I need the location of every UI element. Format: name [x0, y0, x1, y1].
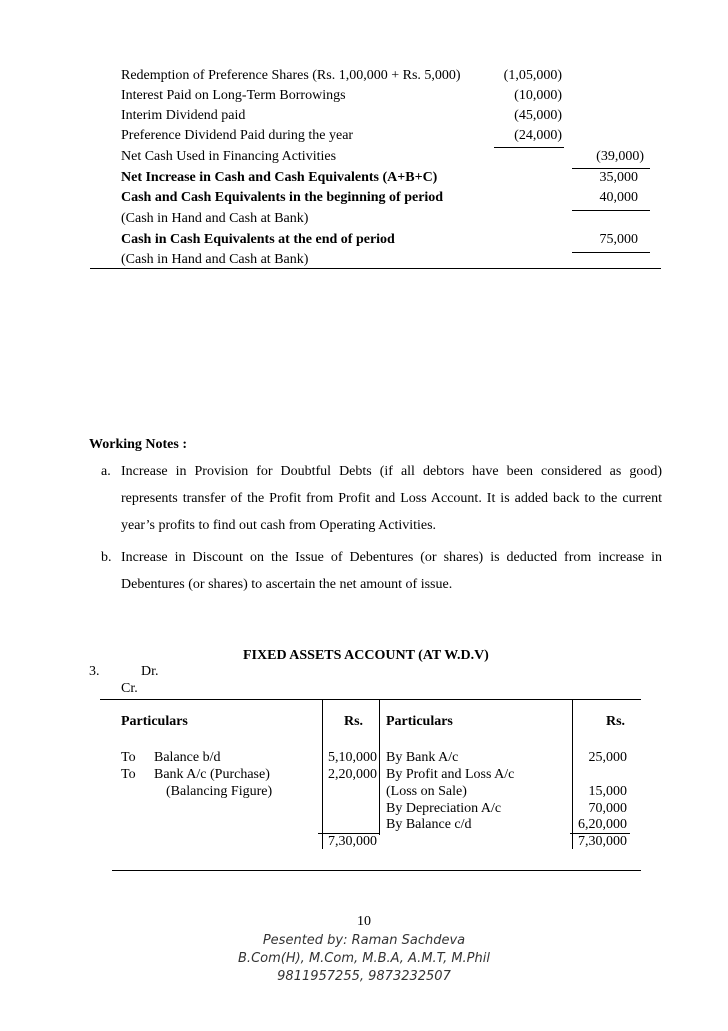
ledger-header-rs-right: Rs. [606, 714, 626, 729]
working-notes-heading: Working Notes : [89, 437, 187, 452]
debit-row-3-text: (Balancing Figure) [166, 784, 273, 799]
ledger-header-particulars-left: Particulars [121, 714, 188, 729]
cf-subtotal-rule [494, 147, 564, 148]
debit-row-1-amount: 5,10,000 [328, 750, 377, 765]
footer-line-2: B.Com(H), M.Com, M.B.A, A.M.T, M.Phil [238, 951, 490, 966]
note-a-letter: a. [101, 464, 111, 479]
cf-row-9-label: Cash in Cash Equivalents at the end of period [121, 232, 395, 247]
ledger-total-left: 7,30,000 [328, 834, 377, 849]
ledger-top-rule [100, 699, 641, 700]
credit-row-4-text: By Depreciation A/c [386, 801, 502, 816]
credit-row-1-amount: 25,000 [588, 750, 627, 765]
ledger-header-particulars-right: Particulars [386, 714, 453, 729]
cf-row-5-label: Net Cash Used in Financing Activities [121, 149, 337, 164]
footer-line-3: 9811957255, 9873232507 [277, 969, 451, 984]
ledger-total-right: 7,30,000 [578, 834, 627, 849]
note-a-text: Increase in Provision for Doubtful Debts (if all debtors have been considered as good) represents transfer of the Profit from Profit and Loss Account. It is added back to the current year’s profits to find out cash from Operating Activities. [121, 464, 662, 533]
ledger-title: FIXED ASSETS ACCOUNT (AT W.D.V) [243, 648, 489, 663]
cf-row-1-label: Redemption of Preference Shares (Rs. 1,00,000 + Rs. 5,000) [121, 68, 461, 83]
ledger-dr: Dr. [141, 664, 159, 679]
credit-row-1-text: By Bank A/c [386, 750, 459, 765]
cf-row-6-outer: 35,000 [599, 170, 638, 185]
debit-row-2-text: Bank A/c (Purchase) [154, 767, 270, 782]
cf-row-3-label: Interim Dividend paid [121, 108, 246, 123]
cf-row-1-inner: (1,05,000) [503, 68, 562, 83]
credit-row-4-amount: 70,000 [588, 801, 627, 816]
ledger-header-rs-left: Rs. [344, 714, 364, 729]
cf-financing-rule [572, 168, 650, 169]
cf-row-6-label: Net Increase in Cash and Cash Equivalents (A+B+C) [121, 170, 438, 185]
cf-row-7-label: Cash and Cash Equivalents in the beginning of period [121, 190, 444, 205]
ledger-number: 3. [89, 664, 100, 679]
cf-row-10-label: (Cash in Hand and Cash at Bank) [121, 252, 309, 267]
cf-row-4-inner: (24,000) [514, 128, 562, 143]
debit-row-2-amount: 2,20,000 [328, 767, 377, 782]
note-b-text: Increase in Discount on the Issue of Debentures (or shares) is deducted from increase in Debentures (or shares) to ascertain the net amount of issue. [121, 550, 662, 592]
credit-row-5-amount: 6,20,000 [578, 817, 627, 832]
credit-row-3-text: (Loss on Sale) [386, 784, 467, 799]
cf-bottom-rule [90, 268, 661, 269]
page-number: 10 [357, 914, 371, 929]
ledger-divider-2 [379, 699, 380, 835]
cf-row-7-outer: 40,000 [599, 190, 638, 205]
cf-row-5-outer: (39,000) [596, 149, 644, 164]
cf-row-9-outer: 75,000 [599, 232, 638, 247]
credit-row-3-amount: 15,000 [588, 784, 627, 799]
debit-row-1-text: Balance b/d [154, 750, 221, 765]
debit-row-1-prefix: To [121, 750, 136, 765]
ledger-cr: Cr. [121, 681, 138, 696]
credit-row-2-text: By Profit and Loss A/c [386, 767, 515, 782]
cf-row-8-label: (Cash in Hand and Cash at Bank) [121, 211, 309, 226]
cf-opening-rule [572, 210, 650, 211]
cf-row-4-label: Preference Dividend Paid during the year [121, 128, 354, 143]
cf-row-2-inner: (10,000) [514, 88, 562, 103]
ledger-bottom-rule [112, 870, 641, 871]
note-b-letter: b. [101, 550, 112, 565]
cf-closing-rule [572, 252, 650, 253]
debit-row-2-prefix: To [121, 767, 136, 782]
footer-line-1: Pesented by: Raman Sachdeva [262, 933, 466, 948]
cf-row-3-inner: (45,000) [514, 108, 562, 123]
cf-row-2-label: Interest Paid on Long-Term Borrowings [121, 88, 346, 103]
credit-row-5-text: By Balance c/d [386, 817, 472, 832]
